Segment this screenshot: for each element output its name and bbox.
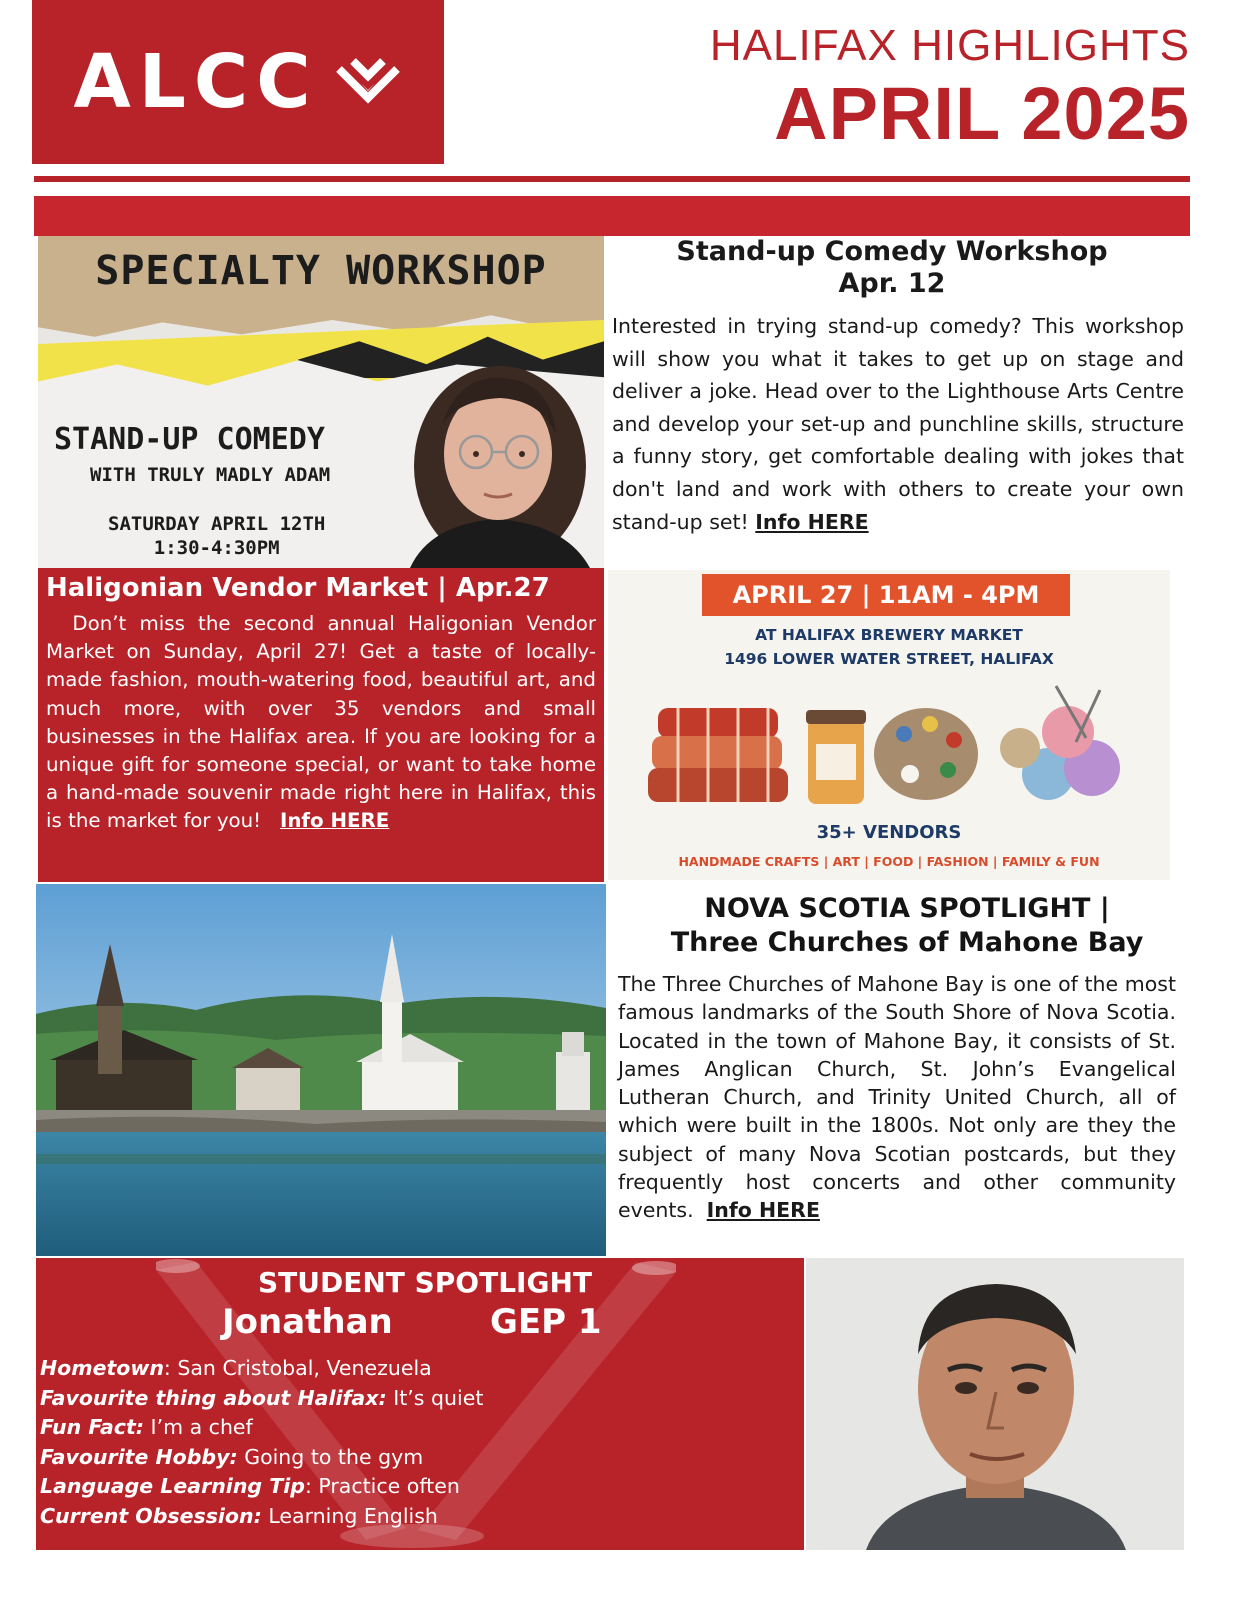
- vendor-market-poster: [608, 570, 1170, 880]
- header-band: [34, 196, 1190, 236]
- student-program: GEP 1: [490, 1302, 602, 1342]
- poster-venue: AT HALIFAX BREWERY MARKET: [755, 626, 1023, 644]
- poster-categories: HANDMADE CRAFTS | ART | FOOD | FASHION | FAMILY & FUN: [678, 854, 1100, 869]
- fact-fun-fact: [40, 1413, 483, 1443]
- paint-palette-icon: [874, 708, 978, 800]
- student-facts: [40, 1354, 483, 1532]
- candle-icon: [806, 710, 866, 804]
- vendor-market-section: [38, 568, 604, 882]
- poster-heading: SPECIALTY WORKSHOP: [95, 248, 547, 294]
- logo-chevron-icon: [333, 47, 403, 117]
- fact-obsession: [40, 1502, 483, 1532]
- poster-title: STAND-UP COMEDY: [54, 422, 325, 457]
- vendor-market-description: [46, 610, 596, 836]
- spotlight-heading: [612, 892, 1202, 960]
- comedy-body-text: Interested in trying stand-up comedy? This workshop will show you what it takes to get up on stage and deliver a joke. Head over to the Lighthouse Arts Centre and develop your set-up and punchline skills, structure a funny story, get comfortable dealing with jokes that don't land and work with others to create your own stand-up set!: [612, 314, 1184, 534]
- fact-label: Fun Fact:: [40, 1415, 145, 1440]
- fact-label: Language Learning Tip: [40, 1474, 305, 1499]
- vendor-market-title: Haligonian Vendor Market | Apr.27: [46, 573, 550, 603]
- fact-hometown: [40, 1354, 483, 1384]
- newsletter-subtitle: HALIFAX HIGHLIGHTS: [709, 21, 1190, 70]
- student-spotlight-heading: STUDENT SPOTLIGHT: [257, 1266, 592, 1299]
- fact-label: Current Obsession:: [40, 1503, 262, 1528]
- fact-label: Hometown: [40, 1356, 164, 1380]
- three-churches-photo: [36, 884, 606, 1256]
- fact-value: It’s quiet: [393, 1385, 484, 1410]
- blanket-icon: [648, 708, 788, 802]
- crafts-illustration: [648, 678, 1138, 808]
- comedy-workshop-poster: [38, 236, 604, 568]
- poster-date: [108, 512, 325, 560]
- comedy-info-link[interactable]: Info HERE: [755, 509, 869, 534]
- fact-sep: :: [304, 1474, 319, 1499]
- spotlight-title-line2: Three Churches of Mahone Bay: [670, 927, 1144, 958]
- vendor-info-link[interactable]: Info HERE: [279, 809, 390, 833]
- header-divider: [34, 176, 1190, 182]
- comedy-heading: [612, 236, 1172, 300]
- fact-learning-tip: [40, 1472, 483, 1502]
- fact-value: Going to the gym: [244, 1444, 424, 1469]
- poster-date-day: SATURDAY APRIL 12TH: [108, 513, 326, 535]
- logo-text: ALCC: [73, 39, 319, 125]
- spotlight-body-text: The Three Churches of Mahone Bay is one of the most famous landmarks of the South Shore of Nova Scotia. Located in the town of Mahone Bay, it consists of St. James Anglican Church, St. John’s Evangelical Lutheran Church, and Trinity United Church, all of which were built in the 1800s. Not only are they the subject of many Nova Scotian postcards, but they frequently host concerts and other community events.: [618, 972, 1176, 1223]
- fact-value: San Cristobal, Venezuela: [177, 1356, 432, 1380]
- fact-label: Favourite Hobby:: [40, 1444, 238, 1469]
- poster-date-time: 1:30-4:30PM: [153, 537, 280, 559]
- fact-favourite-thing: [40, 1384, 483, 1414]
- student-photo: [806, 1258, 1184, 1550]
- fact-value: Learning English: [268, 1503, 438, 1528]
- fact-value: I’m a chef: [150, 1415, 253, 1440]
- comedy-description: [612, 310, 1184, 538]
- yarn-icon: [1000, 686, 1120, 800]
- spotlight-description: [618, 970, 1176, 1225]
- fact-value: Practice often: [318, 1474, 460, 1499]
- student-name: Jonathan: [222, 1302, 393, 1342]
- poster-host: WITH TRULY MADLY ADAM: [90, 464, 331, 486]
- vendor-body-text: Don’t miss the second annual Haligonian Vendor Market on Sunday, April 27! Get a taste of locally-made fashion, mouth-watering food, beautiful art, and much more, with over 35 vendors and small businesses in the Halifax area. If you are looking for a unique gift for someone special, or want to take home a hand-made souvenir made right here in Halifax, this is the market for you!: [46, 612, 597, 833]
- fact-sep: :: [163, 1356, 178, 1380]
- fact-hobby: [40, 1443, 483, 1473]
- fact-label: Favourite thing about Halifax:: [40, 1385, 387, 1410]
- poster-vendor-count: 35+ VENDORS: [816, 822, 962, 843]
- poster-date-banner: APRIL 27 | 11AM - 4PM: [702, 574, 1070, 616]
- student-spotlight-section: [36, 1258, 804, 1550]
- alcc-logo: [32, 0, 444, 164]
- spotlight-title-line1: NOVA SCOTIA SPOTLIGHT |: [704, 893, 1110, 924]
- comedy-title: Stand-up Comedy Workshop: [676, 236, 1108, 267]
- spotlight-info-link[interactable]: Info HERE: [706, 1198, 820, 1223]
- poster-address: 1496 LOWER WATER STREET, HALIFAX: [724, 650, 1054, 668]
- newsletter-title: [710, 20, 1190, 156]
- comedian-photo: [390, 354, 604, 568]
- newsletter-issue: APRIL 2025: [774, 72, 1190, 155]
- comedy-date: Apr. 12: [838, 268, 946, 299]
